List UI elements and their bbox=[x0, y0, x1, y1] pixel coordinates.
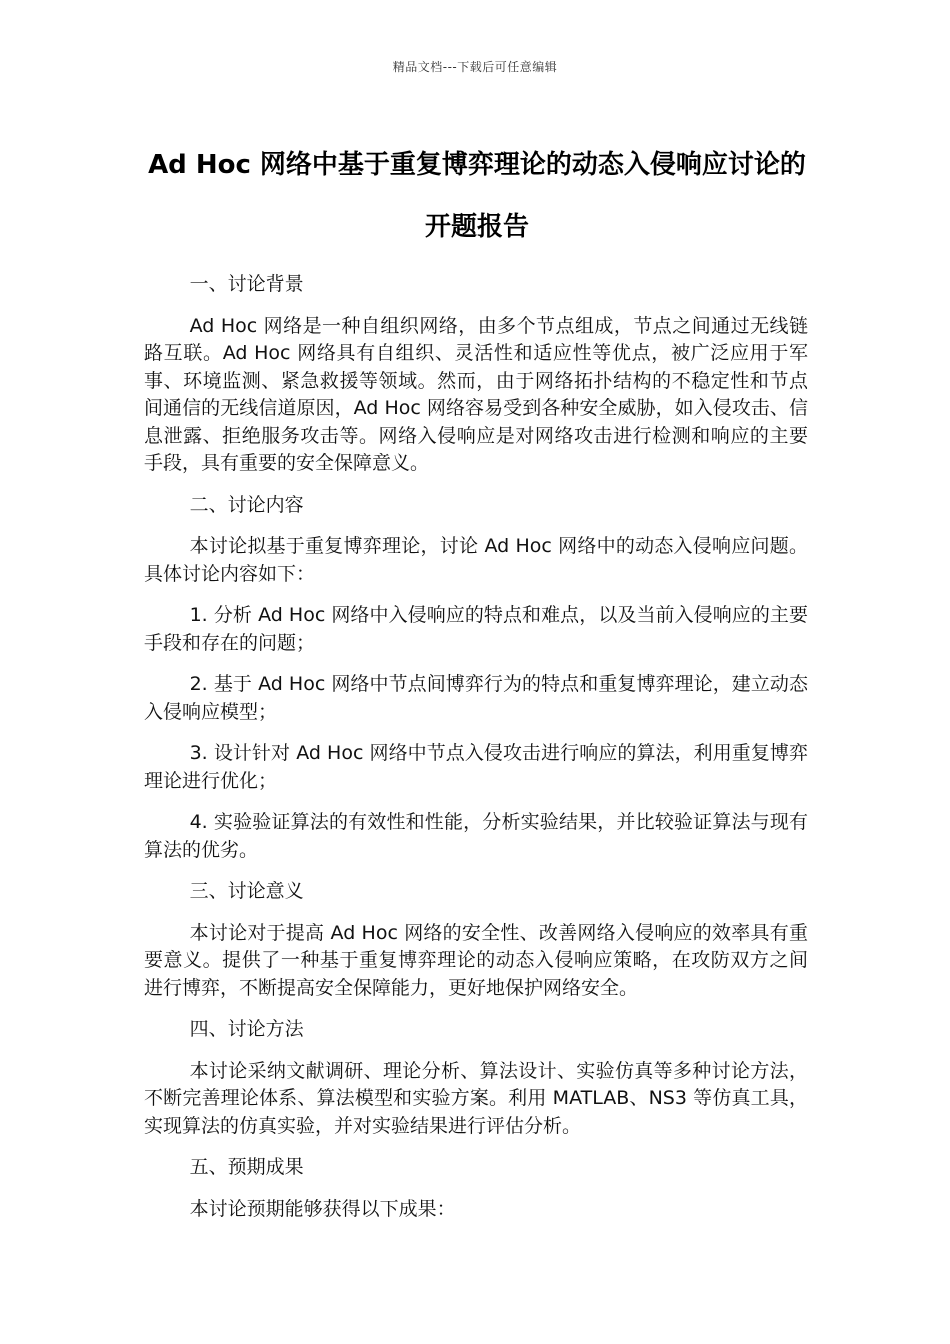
header-note: 精品文档---下载后可任意编辑 bbox=[392, 60, 558, 74]
list-item: 2. 基于 Ad Hoc 网络中节点间博弈行为的特点和重复博弈理论，建立动态入侵响应模型； bbox=[144, 673, 808, 723]
paragraph: 本讨论采纳文献调研、理论分析、算法设计、实验仿真等多种讨论方法，不断完善理论体系、算法模型和实验方案。利用 MATLAB、NS3 等仿真工具，实现算法的仿真实验，并对实验结果进行评估分析。 bbox=[144, 1059, 808, 1137]
section-heading: 三、讨论意义 bbox=[189, 880, 304, 902]
document-title: Ad Hoc 网络中基于重复博弈理论的动态入侵响应讨论的开题报告 bbox=[148, 150, 806, 242]
section-heading: 五、预期成果 bbox=[189, 1156, 304, 1178]
section-significance bbox=[144, 878, 808, 1002]
section-content bbox=[144, 492, 808, 865]
section-expected-results bbox=[144, 1154, 808, 1223]
paragraph: 本讨论拟基于重复博弈理论，讨论 Ad Hoc 网络中的动态入侵响应问题。具体讨论内容如下： bbox=[144, 535, 808, 585]
section-background bbox=[144, 271, 808, 478]
list-item: 3. 设计针对 Ad Hoc 网络中节点入侵攻击进行响应的算法，利用重复博弈理论进行优化； bbox=[144, 742, 808, 792]
paragraph: Ad Hoc 网络是一种自组织网络，由多个节点组成，节点之间通过无线链路互联。Ad Hoc 网络具有自组织、灵活性和适应性等优点，被广泛应用于军事、环境监测、紧急救援等领域。然而，由于网络拓扑结构的不稳定性和节点间通信的无线信道原因，Ad Hoc 网络容易受到各种安全威胁，如入侵攻击、信息泄露、拒绝服务攻击等。网络入侵响应是对网络攻击进行检测和响应的主要手段，具有重要的安全保障意义。 bbox=[144, 314, 808, 474]
section-heading: 二、讨论内容 bbox=[189, 493, 304, 516]
document-body bbox=[144, 271, 808, 1237]
paragraph: 本讨论对于提高 Ad Hoc 网络的安全性、改善网络入侵响应的效率具有重要意义。提供了一种基于重复博弈理论的动态入侵响应策略，在攻防双方之间进行博弈，不断提高安全保障能力，更好地保护网络安全。 bbox=[144, 921, 808, 999]
section-heading: 四、讨论方法 bbox=[189, 1018, 304, 1040]
section-methods bbox=[144, 1016, 808, 1140]
list-item: 4. 实验验证算法的有效性和性能，分析实验结果，并比较验证算法与现有算法的优劣。 bbox=[144, 811, 808, 861]
paragraph: 本讨论预期能够获得以下成果： bbox=[189, 1197, 456, 1220]
list-item: 1. 分析 Ad Hoc 网络中入侵响应的特点和难点，以及当前入侵响应的主要手段和存在的问题； bbox=[144, 604, 808, 654]
section-heading: 一、讨论背景 bbox=[189, 273, 304, 295]
